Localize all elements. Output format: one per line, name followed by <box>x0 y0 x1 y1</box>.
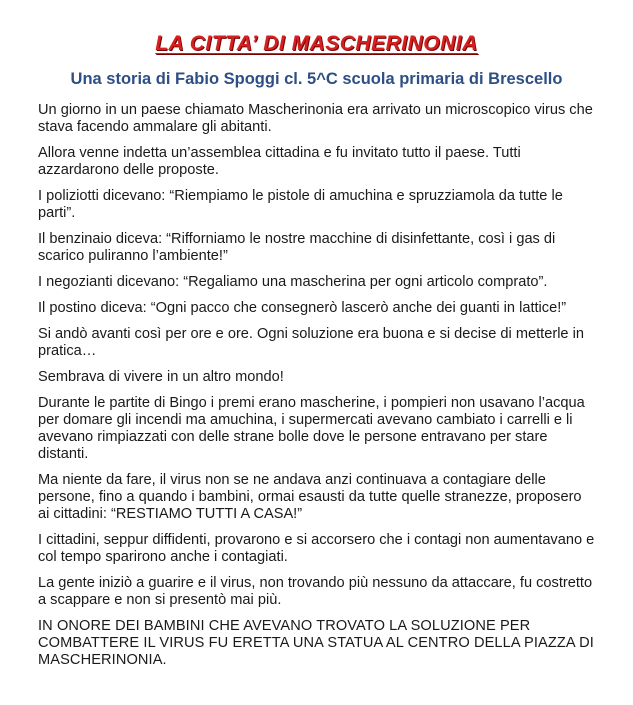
paragraph: Il postino diceva: “Ogni pacco che consegnerò lascerò anche dei guanti in lattice!” <box>38 300 567 316</box>
paragraph: Si andò avanti così per ore e ore. Ogni soluzione era buona e si decise di metterle in pratica… <box>38 326 584 359</box>
paragraph: I cittadini, seppur diffidenti, provarono e si accorsero che i contagi non aumentavano e col tempo sparirono anche i contagiati. <box>38 532 595 565</box>
paragraph: La gente iniziò a guarire e il virus, non trovando più nessuno da attaccare, fu costretto a scappare e non si presentò mai più. <box>38 575 593 608</box>
paragraph: Allora venne indetta un’assemblea cittadina e fu invitato tutto il paese. Tutti azzardarono delle proposte. <box>38 145 521 178</box>
story-title: LA CITTA’ DI MASCHERINONIA <box>155 32 478 55</box>
paragraph: Il benzinaio diceva: “Rifforniamo le nostre macchine di disinfettante, così i gas di scarico puliranno l’ambiente!” <box>38 231 556 264</box>
paragraph: Un giorno in un paese chiamato Mascherinonia era arrivato un microscopico virus che stava facendo ammalare gli abitanti. <box>38 102 593 135</box>
closing-paragraph: IN ONORE DEI BAMBINI CHE AVEVANO TROVATO LA SOLUZIONE PER COMBATTERE IL VIRUS FU ERETTA UNA STATUA AL CENTRO DELLA PIAZZA DI MASCHERINONIA. <box>38 618 594 668</box>
paragraph: Sembrava di vivere in un altro mondo! <box>38 369 284 385</box>
paragraph: Durante le partite di Bingo i premi erano mascherine, i pompieri non usavano l’acqua per domare gli incendi ma amuchina, i supermercati avevano cambiato i carrelli e li avevano rimpiazzati con delle strane bolle dove le persone entravano per stare distanti. <box>38 395 585 462</box>
paragraph: I poliziotti dicevano: “Riempiamo le pistole di amuchina e spruzziamola da tutte le parti”. <box>38 188 563 221</box>
paragraph: Ma niente da fare, il virus non se ne andava anzi continuava a contagiare delle persone, fino a quando i bambini, ormai esausti da tutte quelle stranezze, proposero ai cittadini: “RESTIAMO TUTTI A CASA!” <box>38 472 582 522</box>
paragraph: I negozianti dicevano: “Regaliamo una mascherina per ogni articolo comprato”. <box>38 274 548 290</box>
story-subtitle: Una storia di Fabio Spoggi cl. 5^C scuola primaria di Brescello <box>70 70 563 88</box>
